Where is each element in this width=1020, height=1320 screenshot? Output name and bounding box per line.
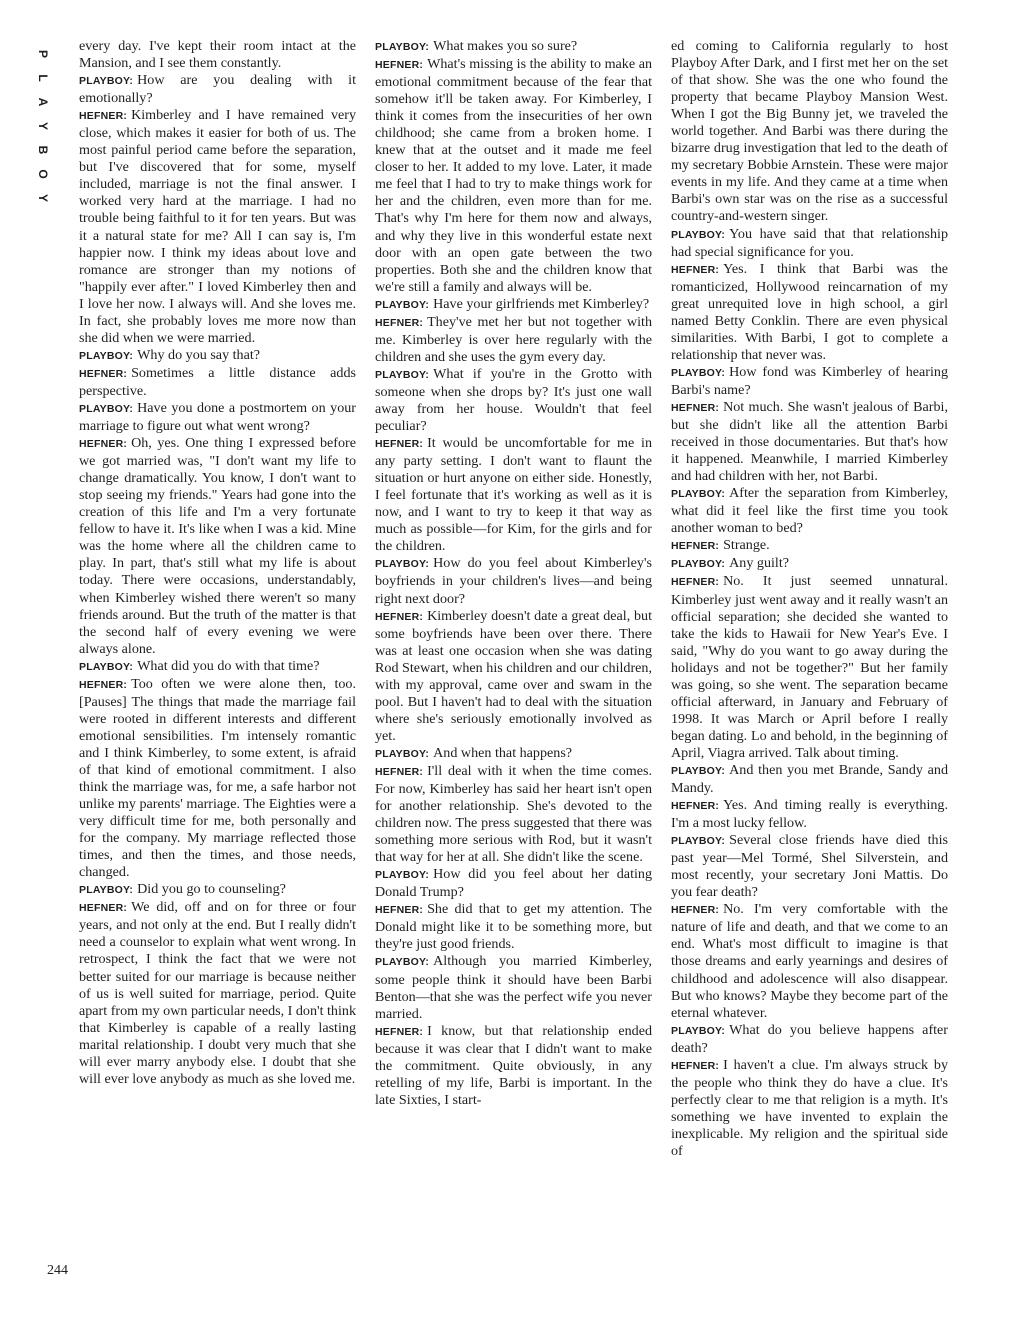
speaker-label: PLAYBOY: bbox=[671, 764, 726, 777]
interview-paragraph bbox=[375, 38, 652, 56]
paragraph-text: Kimberley and I have remained very close, which makes it easier for both of us. The most painful period came before the separation, but I've discovered that for some, myself included, marriage is not the final answer. I worked very hard at the marriage. I had no trouble being faithful to it for ten years. But was it a natural state for me? All I can say is, I'm happier now. I think my ideas about love and romance are stronger than my notions of "happily ever after." I loved Kimberley then and I love her now. I always will. And she loves me. In fact, she probably loves me more now than she did when we were married. bbox=[79, 107, 356, 346]
interview-paragraph bbox=[79, 899, 356, 1088]
interview-paragraph bbox=[375, 608, 652, 745]
paragraph-text: Why do you say that? bbox=[137, 346, 261, 363]
speaker-label: PLAYBOY: bbox=[375, 298, 430, 311]
paragraph-text: It would be uncomfortable for me in any party setting. I don't want to flaunt the situation or hurt anyone on either side. Honestly, I feel fortunate that it's working as well as it is now, and I want to try to keep it that way as much as possible—for Kim, for the girls and for the children. bbox=[375, 435, 652, 555]
masthead-letter: O bbox=[36, 169, 50, 179]
interview-paragraph bbox=[671, 832, 948, 901]
paragraph-text: After the separation from Kimberley, what did it feel like the first time you took another woman to bed? bbox=[671, 485, 948, 537]
speaker-label: PLAYBOY: bbox=[79, 660, 134, 673]
interview-paragraph bbox=[375, 1023, 652, 1109]
speaker-label: HEFNER: bbox=[375, 1025, 424, 1038]
interview-paragraph bbox=[671, 797, 948, 832]
paragraph-text: ed coming to California regularly to host Playboy After Dark, and I first met her on the set of that show. She was the one who found the property that became Playboy Mansion West. When I got the Big Bunny jet, we traveled the world together. And Barbi was there during the bizarre drug investigation that led to the death of my secretary Bobbie Arnstein. These were major events in my life. And they came at a time when Barbi's own star was on the rise as a successful country-and-western singer. bbox=[671, 38, 948, 225]
paragraph-text: I'll deal with it when the time comes. For now, Kimberley has said her heart isn't open for another relationship. She's devoted to the children now. The press suggested that there was something more serious with Rod, but it wasn't that way for her at all. She didn't like the scene. bbox=[375, 762, 652, 866]
paragraph-text: What did you do with that time? bbox=[137, 657, 320, 674]
speaker-label: HEFNER: bbox=[375, 765, 424, 778]
paragraph-text: We did, off and on for three or four years, and not only at the end. But I really didn't need a counselor to explain what went wrong. In retrospect, I think the fact that we were not better suited for our marriage is because neither of us is well suited for marriage, period. Quite apart from my own particular needs, I don't think that Kimberley is capable of a really lasting marital relationship. I doubt very much that she will ever marry anybody else. I doubt that she will ever love anybody as much as she loved me. bbox=[79, 899, 356, 1087]
paragraph-text: Too often we were alone then, too. [Pauses] The things that made the marriage fail were rooted in different interests and different emotional sensibilities. I'm intensely romantic and I think Kimberley, to some extent, is afraid of that kind of emotional commitment. I also think the marriage was, for me, a safe harbor not unlike my parents' marriage. The Eighties were a very difficult time for me, both personally and for the company. My marriage reflected those times, and then the times, and those needs, changed. bbox=[79, 675, 356, 881]
interview-paragraph bbox=[79, 38, 356, 72]
masthead-letter: B bbox=[36, 145, 50, 155]
interview-paragraph bbox=[671, 226, 948, 261]
paragraph-text: Although you married Kimberley, some people think it should have been Barbi Benton—that she was the perfect wife you never married. bbox=[375, 953, 652, 1022]
masthead-letter: A bbox=[36, 97, 50, 107]
text-column-3 bbox=[671, 38, 948, 1160]
paragraph-text: Strange. bbox=[723, 537, 770, 554]
speaker-label: HEFNER: bbox=[671, 1059, 720, 1072]
interview-paragraph bbox=[375, 953, 652, 1022]
interview-paragraph bbox=[671, 485, 948, 537]
speaker-label: HEFNER: bbox=[375, 904, 424, 917]
paragraph-text: Have you done a postmortem on your marriage to figure out what went wrong? bbox=[79, 399, 356, 435]
paragraph-text: What makes you so sure? bbox=[433, 38, 578, 54]
masthead-letter: P bbox=[36, 49, 50, 58]
speaker-label: PLAYBOY: bbox=[671, 558, 726, 571]
interview-paragraph bbox=[375, 435, 652, 555]
paragraph-text: Yes. And timing really is everything. I'm a most lucky fellow. bbox=[671, 797, 948, 832]
interview-paragraph bbox=[671, 38, 948, 226]
paragraph-text: And then you met Brande, Sandy and Mandy. bbox=[671, 761, 948, 797]
speaker-label: HEFNER: bbox=[375, 438, 424, 451]
interview-paragraph bbox=[671, 1022, 948, 1057]
paragraph-text: Kimberley doesn't date a great deal, but some boyfriends have been over there. There was at least one occasion when she was dating Rod Stewart, when his children and our children, with my approval, came over and swam in the pool. But I haven't had to deal with the situation where she's seriously emotionally involved as yet. bbox=[375, 607, 652, 744]
interview-paragraph bbox=[79, 676, 356, 882]
speaker-label: HEFNER: bbox=[671, 401, 720, 414]
paragraph-text: Have your girlfriends met Kimberley? bbox=[433, 295, 650, 312]
masthead-letter: L bbox=[36, 74, 50, 82]
interview-paragraph bbox=[79, 72, 356, 107]
speaker-label: HEFNER: bbox=[375, 59, 424, 72]
speaker-label: PLAYBOY: bbox=[375, 558, 430, 571]
speaker-label: HEFNER: bbox=[375, 610, 424, 623]
paragraph-text: Not much. She wasn't jealous of Barbi, but she didn't like all the attention Barbi received in those documentaries. But that's how it happened. Meanwhile, I married Kimberley and had children with her, not Barbi. bbox=[671, 398, 948, 485]
interview-paragraph bbox=[671, 537, 948, 555]
paragraph-text: What's missing is the ability to make an emotional commitment because of the fear that somehow it'll be taken away. For Kimberley, I think it comes from the insecurities of her own childhood; she came from a broken home. I knew that at the outset and it made me feel closer to her. It added to my love. Later, it made me feel that I had to try to make things work for her and the children, even more than for me. That's why I'm here for them now and always, and why they live in this wonderful estate next door with an open gate between the two properties. Both she and the children know that we're still a family and always will be. bbox=[375, 56, 652, 295]
interview-paragraph bbox=[79, 658, 356, 676]
speaker-label: HEFNER: bbox=[79, 367, 128, 380]
speaker-label: HEFNER: bbox=[79, 678, 128, 691]
interview-paragraph bbox=[375, 763, 652, 866]
interview-paragraph bbox=[375, 745, 652, 763]
speaker-label: PLAYBOY: bbox=[79, 884, 134, 897]
interview-paragraph bbox=[671, 261, 948, 364]
paragraph-text: Yes. I think that Barbi was the romanticized, Hollywood reincarnation of my great unrequited love in high school, a girl named Betty Conklin. There are even physical similarities. With Barbi, I got to complete a relationship that never was. bbox=[671, 260, 948, 363]
speaker-label: HEFNER: bbox=[671, 540, 720, 553]
speaker-label: HEFNER: bbox=[671, 263, 720, 276]
paragraph-text: She did that to get my attention. The Donald might like it to be something more, but they're just good friends. bbox=[375, 901, 652, 953]
speaker-label: PLAYBOY: bbox=[375, 368, 430, 381]
speaker-label: PLAYBOY: bbox=[79, 402, 134, 415]
speaker-label: PLAYBOY: bbox=[79, 349, 134, 362]
interview-paragraph bbox=[375, 901, 652, 953]
paragraph-text: And when that happens? bbox=[433, 744, 573, 761]
interview-paragraph bbox=[79, 347, 356, 365]
speaker-label: HEFNER: bbox=[671, 800, 720, 813]
interview-paragraph bbox=[375, 56, 652, 296]
paragraph-text: I know, but that relationship ended because it was clear that I didn't want to make the commitment. Quite obviously, in any retelling of my life, Barbi is important. In the late Sixties, I start- bbox=[375, 1022, 652, 1108]
paragraph-text: Oh, yes. One thing I expressed before we got married was, "I don't want my life to change dramatically. You know, I don't want to stop seeing my friends." Years had gone into the creation of this life and I'm a very fortunate fellow to have it. It's like when I was a kid. Mine was the home where all the children came to play. In part, that's still what my life is about today. There were occasions, understandably, when Kimberley wished there weren't so many friends around. But the truth of the matter is that the second half of every evening we were always alone. bbox=[79, 435, 356, 657]
speaker-label: HEFNER: bbox=[79, 110, 128, 123]
paragraph-text: They've met her but not together with me. Kimberley is over here regularly with the children and she uses the gym every day. bbox=[375, 313, 652, 365]
interview-paragraph bbox=[79, 881, 356, 899]
speaker-label: PLAYBOY: bbox=[671, 228, 726, 241]
interview-paragraph bbox=[671, 762, 948, 797]
interview-paragraph bbox=[79, 365, 356, 400]
speaker-label: HEFNER: bbox=[79, 438, 128, 451]
speaker-label: PLAYBOY: bbox=[375, 869, 430, 882]
interview-paragraph bbox=[671, 1057, 948, 1160]
paragraph-text: What if you're in the Grotto with someone when she drops by? It's just one wall away from her house. Wouldn't that feel peculiar? bbox=[375, 365, 652, 435]
paragraph-text: How are you dealing with it emotionally? bbox=[79, 72, 356, 107]
paragraph-text: How do you feel about Kimberley's boyfriends in your children's lives—and being right next door? bbox=[375, 555, 652, 607]
paragraph-text: What do you believe happens after death? bbox=[671, 1021, 948, 1056]
speaker-label: PLAYBOY: bbox=[671, 1024, 726, 1037]
interview-paragraph bbox=[79, 107, 356, 347]
text-column-1 bbox=[79, 38, 356, 1088]
speaker-label: PLAYBOY: bbox=[79, 75, 134, 88]
interview-paragraph bbox=[79, 435, 356, 658]
interview-paragraph bbox=[671, 364, 948, 399]
paragraph-text: Any guilt? bbox=[729, 555, 790, 572]
speaker-label: PLAYBOY: bbox=[671, 835, 726, 848]
interview-paragraph bbox=[375, 314, 652, 366]
paragraph-text: Did you go to counseling? bbox=[137, 881, 286, 898]
paragraph-text: Several close friends have died this past year—Mel Tormé, Shel Silverstein, and most recently, your secretary Joni Mattis. Do you fear death? bbox=[671, 832, 948, 901]
interview-paragraph bbox=[79, 400, 356, 435]
interview-paragraph bbox=[671, 573, 948, 762]
interview-paragraph bbox=[671, 399, 948, 485]
paragraph-text: How did you feel about her dating Donald Trump? bbox=[375, 866, 652, 901]
speaker-label: HEFNER: bbox=[375, 316, 424, 329]
masthead bbox=[30, 42, 48, 210]
interview-paragraph bbox=[375, 866, 652, 901]
speaker-label: PLAYBOY: bbox=[671, 366, 726, 379]
paragraph-text: Sometimes a little distance adds perspective. bbox=[79, 364, 356, 399]
page-number: 244 bbox=[47, 1263, 68, 1278]
paragraph-text: every day. I've kept their room intact at the Mansion, and I see them constantly. bbox=[79, 38, 356, 72]
speaker-label: HEFNER: bbox=[671, 904, 720, 917]
paragraph-text: You have said that that relationship had special significance for you. bbox=[671, 225, 948, 260]
interview-paragraph bbox=[671, 901, 948, 1021]
interview-paragraph bbox=[375, 366, 652, 435]
speaker-label: PLAYBOY: bbox=[375, 956, 430, 969]
speaker-label: HEFNER: bbox=[671, 576, 720, 589]
text-column-2 bbox=[375, 38, 652, 1109]
interview-paragraph bbox=[671, 555, 948, 573]
speaker-label: HEFNER: bbox=[79, 902, 128, 915]
masthead-letter: Y bbox=[36, 121, 50, 130]
masthead-letter: Y bbox=[36, 193, 50, 202]
speaker-label: PLAYBOY: bbox=[375, 41, 430, 53]
paragraph-text: How fond was Kimberley of hearing Barbi's name? bbox=[671, 363, 948, 398]
paragraph-text: I haven't a clue. I'm always struck by the people who think they do have a clue. It's perfectly clear to me that religion is a myth. It's something we have invented to explain the inexplicable. My religion and the spiritual side of bbox=[671, 1056, 948, 1159]
paragraph-text: No. It just seemed unnatural. Kimberley just went away and it really wasn't an official separation; she decided she wanted to take the kids to Hawaii for New Year's Eve. I said, "Why do you want to go away during the holidays and not be together?" But her family was going, so she went. The separation became official afterward, in January and February of 1998. It was March or April before I really began dating. Lo and behold, in the beginning of April, Viagra arrived. Talk about timing. bbox=[671, 573, 948, 761]
paragraph-text: No. I'm very comfortable with the nature of life and death, and that we come to an end. What's most difficult to imagine is that those dreams and early yearnings and desires of childhood and adolescence will also disappear. But who knows? Maybe they become part of the eternal whatever. bbox=[671, 901, 948, 1021]
speaker-label: PLAYBOY: bbox=[671, 488, 726, 501]
interview-paragraph bbox=[375, 555, 652, 607]
speaker-label: PLAYBOY: bbox=[375, 747, 430, 760]
interview-paragraph bbox=[375, 296, 652, 314]
